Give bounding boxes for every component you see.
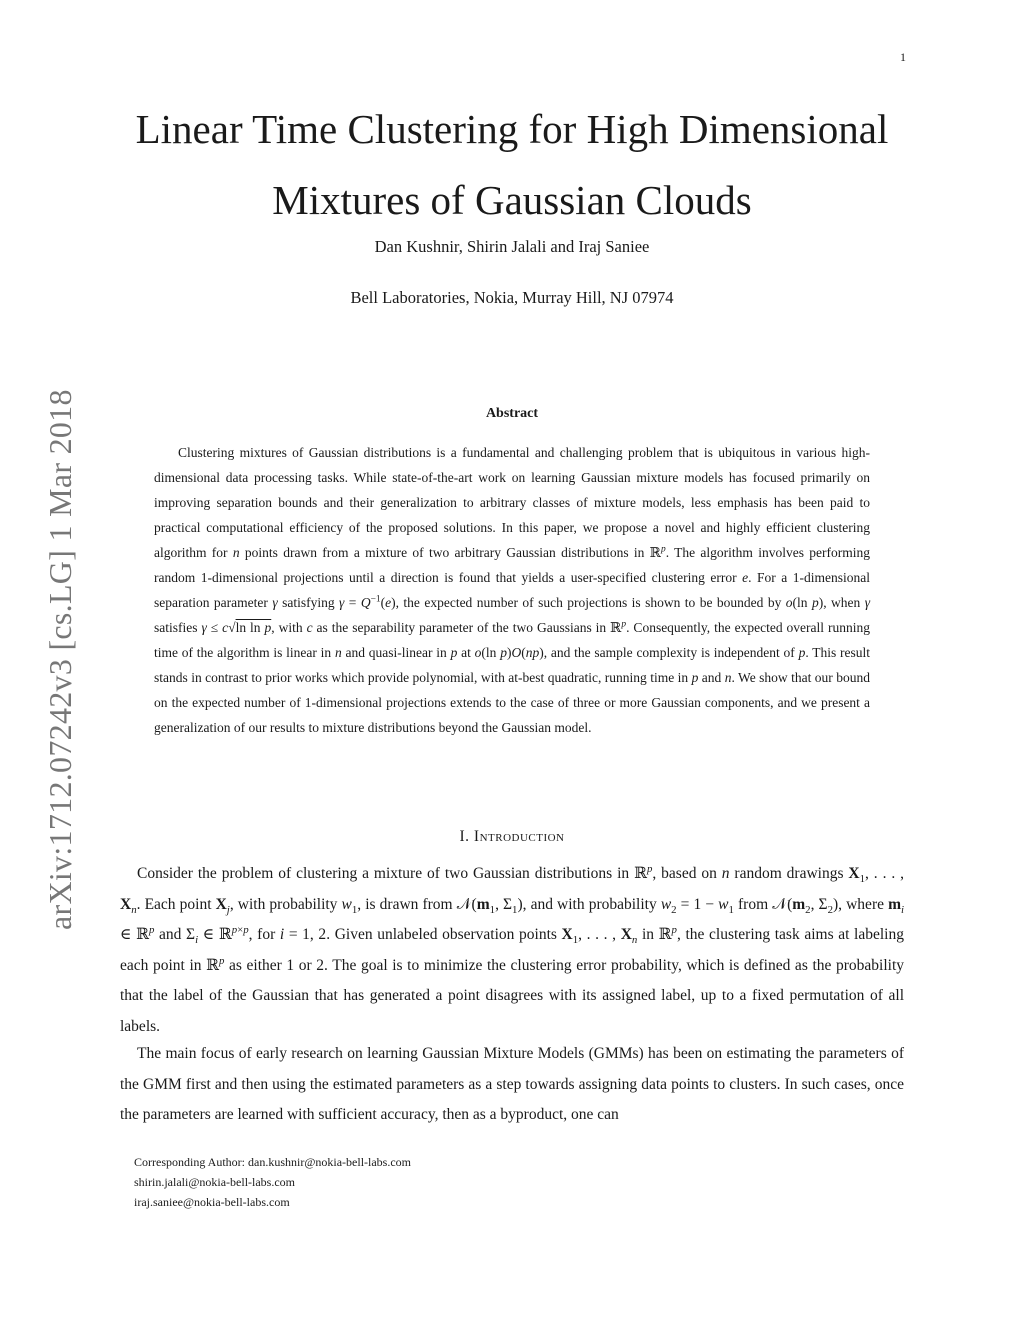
abstract-text: and (698, 670, 725, 685)
math-xj: $X_j$ (215, 895, 230, 916)
body-text: , with probability (229, 895, 342, 913)
body-text: . Each point (136, 895, 216, 913)
body-text: . Given unlabeled observation points (326, 926, 562, 943)
abstract-text: . Consequently, the expected overall running time of the algorithm is linear in (154, 620, 870, 660)
math-gamma-bound: γ ≤ c√ln ln p (201, 620, 272, 635)
math-p: p (691, 670, 699, 685)
math-sigma-in-rpp: $\Sigma_i$ ∈ ℝ$^{p\times p}$ (186, 923, 249, 947)
abstract-text: as the separability parameter of the two Gaussians in (312, 620, 611, 635)
math-mi-in-rp: $m_i$ ∈ ℝ$^p$ (120, 895, 905, 943)
intro-paragraph-2: The main focus of early research on learning Gaussian Mixture Models (GMMs) has been on estimating the parameters of the GMM first and then using the estimated parameters as a step towards assigning data points to clusters. In such cases, once the parameters are learned with sufficient accuracy, then as a byproduct, one can (120, 1045, 904, 1123)
math-rp: ℝ$^p$ (206, 954, 225, 974)
math-n: n (724, 670, 732, 685)
abstract-text: . We show that our bound on the expected number of 1-dimensional projections extends to the case of three or more Gaussian components, and we present a generalization of our results to mixture distributions beyond the Gaussian model. (154, 670, 870, 735)
abstract-text: at (457, 645, 475, 660)
abstract-text: , with (271, 620, 307, 635)
math-i-range: i = 1, 2 (279, 926, 327, 943)
body-text: as either 1 or 2. The goal is to minimize the clustering error probability, which is defined as the probability that the label of the Gaussian that has generated a point disagrees with its assigned label, up to a fixed permutation of all labels. (120, 956, 905, 1035)
section-heading-introduction (0, 828, 1024, 846)
abstract-text: , the expected number of such projections is shown to be bounded by (395, 595, 786, 610)
math-x-seq: $X_1$, . . . , $X_n$ (120, 865, 905, 916)
body-text: Consider the problem of clustering a mixture of two Gaussian distributions in (137, 865, 635, 882)
math-n: n (334, 645, 342, 660)
body-text: , for (248, 926, 280, 943)
body-text: and (154, 926, 187, 943)
body-text: in (637, 926, 659, 943)
abstract-text: . The algorithm involves performing random 1-dimensional projections until a direction is found that yields a user-specified clustering error (154, 545, 871, 585)
abstract-text: . This result stands in contrast to prior works which provide polynomial, with at-best quadratic, running time in (154, 645, 871, 685)
section-title-rest: ntroduction (479, 828, 565, 845)
math-p: p (798, 645, 806, 660)
math-gamma: γ (272, 595, 278, 610)
math-n: n (721, 865, 730, 882)
math-w1: $w_1$ (341, 895, 358, 916)
section-numeral: I. (459, 828, 470, 845)
abstract-text: Clustering mixtures of Gaussian distributions is a fundamental and challenging problem that is ubiquitous in various high-dimensional data processing tasks. While state-of-the-art work on learning Gaussian mixture models has focused primarily on improving separation bounds and their generalization to arbitrary classes of mixture models, less emphasis has been paid to practical computational efficiency of the proposed solutions. In this paper, we propose a novel and highly efficient clustering algorithm for (154, 445, 870, 560)
math-w2-eq: $w_2 = 1 - w_1$ (660, 895, 734, 916)
body-text: , based on (652, 865, 722, 882)
abstract-text: points drawn from a mixture of two arbitrary Gaussian distributions in (239, 545, 650, 560)
math-rp: ℝ$^p$ (634, 862, 653, 882)
author-list: Dan Kushnir, Shirin Jalali and Iraj Saniee (374, 237, 650, 256)
math-rp: ℝ$^p$ (658, 923, 677, 943)
body-text: from (733, 895, 773, 913)
abstract-text: satisfying (277, 595, 339, 610)
abstract-text: . For a 1-dimensional separation parameter (154, 570, 871, 610)
abstract-heading: Abstract (485, 406, 539, 421)
footnote-email: shirin.jalali@nokia-bell-labs.com (134, 1175, 296, 1189)
title-line-1: Linear Time Clustering for High Dimensional (135, 106, 889, 152)
math-gamma-eq-qinv: $\gamma = Q^{-1}(e)$ (339, 594, 396, 610)
footnote-email: iraj.saniee@nokia-bell-labs.com (134, 1195, 290, 1209)
body-text: , the clustering task aims at labeling each point in (120, 926, 904, 974)
math-gamma: γ (864, 595, 871, 610)
footnotes (134, 1152, 411, 1212)
math-o-ln-p: o(ln p) (785, 595, 824, 610)
abstract-text: , and the sample complexity is independent of (543, 645, 799, 660)
math-p: p (450, 645, 458, 660)
arxiv-stamp: arXiv:1712.07242v3 [cs.LG] 1 Mar 2018 (42, 389, 78, 930)
math-rp: ℝ$^p$ (649, 544, 666, 560)
abstract-body (154, 440, 870, 740)
math-complexity: o(ln p)O(np) (474, 645, 544, 660)
abstract-text: and quasi-linear in (341, 645, 451, 660)
body-text: random drawings (729, 865, 849, 882)
body-text: , where (838, 895, 889, 913)
affiliation: Bell Laboratories, Nokia, Murray Hill, NJ 07974 (350, 288, 674, 307)
math-c: c (306, 620, 313, 635)
paper-title (0, 94, 1024, 236)
math-normal-2: $𝒩(m_2$, $\Sigma_2$) (772, 895, 839, 916)
body-text: , and with probability (522, 895, 661, 913)
body-text: , is drawn from (357, 895, 457, 913)
math-x-seq: $X_1$, . . . , $X_n$ (561, 926, 638, 947)
abstract-text: , when (823, 595, 865, 610)
math-e: e (742, 570, 749, 585)
page-number: 1 (900, 50, 906, 64)
math-rp: ℝ$^p$ (610, 619, 627, 635)
section-initial: I (473, 828, 480, 845)
math-n: n (232, 545, 240, 560)
footnote-corresponding-author: Corresponding Author: dan.kushnir@nokia-bell-labs.com (134, 1155, 412, 1169)
math-normal-1: $𝒩(m_1$, $\Sigma_1$) (456, 895, 523, 916)
title-line-2: Mixtures of Gaussian Clouds (272, 177, 752, 223)
intro-paragraph-1 (120, 859, 904, 1042)
abstract-text: satisfies (154, 620, 202, 635)
